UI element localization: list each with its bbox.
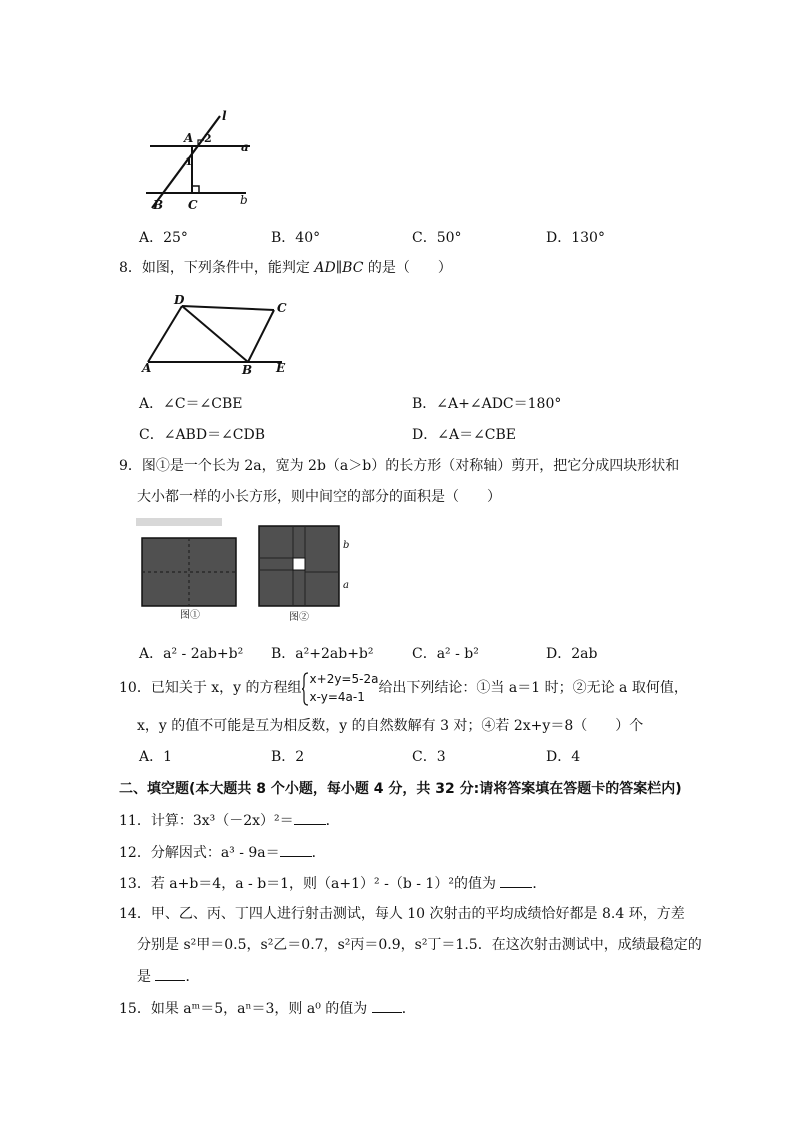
q8-label-B: B: [242, 363, 253, 377]
section-2-heading: 二、填空题(本大题共 8 个小题，每小题 4 分，共 32 分:请将答案填在答题卡的答案栏内): [119, 781, 682, 797]
q7-option-c: C．50°: [412, 230, 462, 246]
q8-stem: 8．如图，下列条件中，能判定 AD∥BC 的是（ ）: [119, 260, 452, 276]
q7-label-l: l: [222, 110, 227, 123]
q11: 11．计算：3x³（－2x）²＝ ．: [119, 810, 340, 831]
q8-option-d: D．∠A＝∠CBE: [412, 427, 517, 443]
q9-figure-1: [136, 518, 244, 620]
q8-option-c: C．∠ABD＝∠CDB: [139, 427, 266, 443]
q9-stem-line2: 大小都一样的小长方形，则中间空的部分的面积是（ ）: [137, 489, 501, 505]
q9-fig2-label-b: b: [343, 540, 350, 551]
q10-option-c: C．3: [412, 749, 446, 765]
q9-option-b: B．a²+2ab+b²: [271, 646, 374, 662]
q10-prefix: 10．已知关于 x，y 的方程组: [119, 680, 302, 696]
q10-option-b: B．2: [271, 749, 305, 765]
q7-label-2: 2: [204, 132, 212, 145]
q8-label-A: A: [142, 361, 152, 375]
q10-eq2: x-y=4a-1: [309, 690, 365, 704]
q7-option-a: A．25°: [139, 230, 188, 246]
q7-label-a: a: [241, 140, 249, 154]
q9-stem-line1: 9．图①是一个长为 2a，宽为 2b（a＞b）的长方形（对称轴）剪开，把它分成四块形状和: [119, 458, 680, 474]
q10-option-a: A．1: [139, 749, 173, 765]
q10-eq1: x+2y=5-2a: [309, 672, 379, 686]
q7-label-B: B: [153, 198, 164, 212]
q7-label-1: 1: [185, 155, 193, 168]
q15: 15．如果 aᵐ＝5，aⁿ＝3，则 a⁰ 的值为 ．: [119, 998, 416, 1019]
q8-label-E: E: [276, 361, 286, 375]
q8-label-D: D: [174, 293, 185, 307]
q15-answer-blank[interactable]: [372, 998, 402, 1013]
q7-label-b: b: [240, 193, 248, 207]
q8-option-a: A．∠C＝∠CBE: [139, 396, 243, 412]
q13: 13．若 a+b＝4，a - b＝1，则（a+1）² -（b - 1）²的值为 ．: [119, 873, 546, 894]
q14-line2: 分别是 s²甲＝0.5，s²乙＝0.7，s²丙＝0.9，s²丁＝1.5．在这次射击测试中，成绩最稳定的: [137, 937, 702, 953]
q9-fig1-caption: 图①: [180, 610, 200, 620]
q7-option-b: B．40°: [271, 230, 321, 246]
q10-stem-line2: x，y 的值不可能是互为相反数，y 的自然数解有 3 对；④若 2x+y＝8（ ）个: [137, 718, 644, 734]
q9-fig2-label-a: a: [343, 580, 349, 591]
q7-label-A: A: [184, 131, 194, 145]
q14-answer-blank[interactable]: [155, 966, 185, 981]
q7-option-d: D．130°: [546, 230, 605, 246]
q10-suffix: 给出下列结论：①当 a＝1 时；②无论 a 取何值，: [378, 680, 688, 696]
q12-answer-blank[interactable]: [280, 842, 312, 857]
q7-label-C: C: [188, 198, 198, 212]
q13-answer-blank[interactable]: [500, 873, 532, 888]
q9-option-c: C．a² - b²: [412, 646, 479, 662]
q9-fig2-caption: 图②: [289, 612, 309, 622]
q8-option-b: B．∠A+∠ADC＝180°: [412, 396, 562, 412]
q10-option-d: D．4: [546, 749, 581, 765]
q7-figure: [138, 110, 258, 212]
q14-line1: 14．甲、乙、丙、丁四人进行射击测试，每人 10 次射击的平均成绩恰好都是 8.4 环，方差: [119, 906, 685, 922]
q12: 12．分解因式：a³ - 9a＝ ．: [119, 842, 326, 863]
q9-option-d: D．2ab: [546, 646, 598, 662]
q10-stem-line1: [119, 670, 688, 706]
q10-equation-system: [302, 670, 379, 706]
q11-answer-blank[interactable]: [294, 810, 326, 825]
q14-line3: 是 ．: [137, 966, 199, 987]
q9-option-a: A．a² - 2ab+b²: [139, 646, 244, 662]
q8-figure: [138, 292, 298, 378]
q9-figure-2: [256, 524, 356, 622]
q8-label-C: C: [277, 301, 287, 315]
